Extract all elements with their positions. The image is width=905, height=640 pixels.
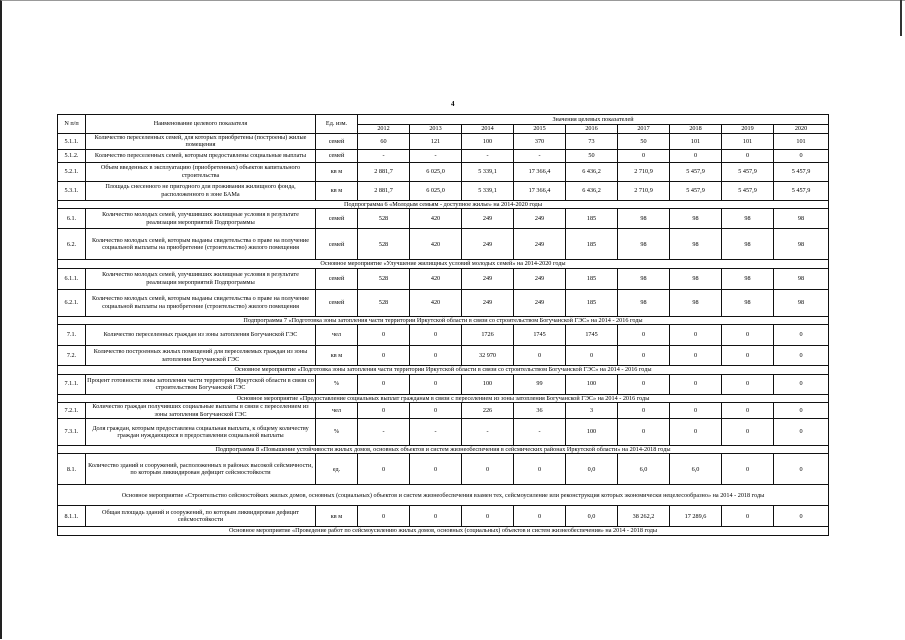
value-cell: 420: [410, 229, 462, 260]
value-cell: 249: [514, 289, 566, 316]
table-row: [58, 268, 829, 289]
indicator-name: Процент готовности зоны затопления части территории Иркутской области в связи со строительством Богучанской ГЭС: [86, 374, 316, 394]
value-cell: -: [358, 418, 410, 445]
value-cell: 0: [722, 454, 774, 485]
value-cell: 249: [514, 268, 566, 289]
value-cell: 0: [722, 149, 774, 162]
row-num: 6.2.: [58, 229, 86, 260]
value-cell: -: [514, 149, 566, 162]
value-cell: 0: [774, 325, 829, 346]
unit-cell: кв м: [316, 181, 358, 200]
value-cell: 32 970: [462, 346, 514, 366]
value-cell: 1745: [514, 325, 566, 346]
indicator-name: Количество молодых семей, которым выданы свидетельства о праве на получение социальной выплаты на приобретение (строительство) жилого помещения: [86, 229, 316, 260]
unit-cell: семей: [316, 268, 358, 289]
header-year: 2012: [358, 125, 410, 134]
indicator-name: Объем введенных в эксплуатацию (приобретенных) объектов капитального строительства: [86, 162, 316, 181]
value-cell: 5 339,1: [462, 162, 514, 181]
table-row: [58, 181, 829, 200]
row-num: 6.1.1.: [58, 268, 86, 289]
value-cell: 6,0: [670, 454, 722, 485]
indicator-name: Площадь снесенного не пригодного для проживания жилищного фонда, расположенного в зоне БАМа: [86, 181, 316, 200]
value-cell: 0: [774, 346, 829, 366]
table-row: [58, 454, 829, 485]
value-cell: 73: [566, 134, 618, 150]
table-row: [58, 346, 829, 366]
value-cell: 249: [514, 209, 566, 229]
unit-cell: кв м: [316, 506, 358, 527]
value-cell: 0: [462, 454, 514, 485]
unit-cell: семей: [316, 229, 358, 260]
value-cell: 3: [566, 403, 618, 419]
header-values-group: Значения целевых показателей: [358, 115, 829, 125]
value-cell: 249: [462, 209, 514, 229]
value-cell: 528: [358, 289, 410, 316]
value-cell: 98: [618, 268, 670, 289]
header-year: 2016: [566, 125, 618, 134]
section-row: [58, 316, 829, 324]
value-cell: 0: [670, 325, 722, 346]
header-year: 2014: [462, 125, 514, 134]
value-cell: 50: [618, 134, 670, 150]
value-cell: 98: [722, 229, 774, 260]
value-cell: 50: [566, 149, 618, 162]
table-row: [58, 418, 829, 445]
value-cell: 98: [670, 289, 722, 316]
indicator-name: Количество граждан получивших социальные выплаты в связи с переселением из зоны затопления Богучанской ГЭС: [86, 403, 316, 419]
header-num: N п/п: [58, 115, 86, 134]
value-cell: 0: [774, 454, 829, 485]
table-header: [58, 115, 829, 134]
value-cell: 0: [670, 418, 722, 445]
value-cell: 2 881,7: [358, 162, 410, 181]
value-cell: 0: [618, 403, 670, 419]
value-cell: 100: [462, 134, 514, 150]
value-cell: 0: [670, 403, 722, 419]
table-row: [58, 506, 829, 527]
value-cell: 0: [774, 374, 829, 394]
header-year: 2013: [410, 125, 462, 134]
header-year: 2019: [722, 125, 774, 134]
header-year: 2018: [670, 125, 722, 134]
row-num: 7.2.: [58, 346, 86, 366]
value-cell: 98: [618, 229, 670, 260]
value-cell: 0: [410, 374, 462, 394]
indicators-table: [57, 114, 829, 536]
indicator-name: Количество молодых семей, которым выданы свидетельства о праве на получение социальной выплаты на приобретение (строительство) жилого помещения: [86, 289, 316, 316]
value-cell: 0: [774, 506, 829, 527]
value-cell: 5 339,1: [462, 181, 514, 200]
value-cell: 2 710,9: [618, 181, 670, 200]
row-num: 8.1.1.: [58, 506, 86, 527]
value-cell: 2 881,7: [358, 181, 410, 200]
table-row: [58, 229, 829, 260]
section-row: [58, 200, 829, 208]
value-cell: 0: [722, 403, 774, 419]
header-year: 2017: [618, 125, 670, 134]
value-cell: 0: [722, 346, 774, 366]
indicator-name: Количество молодых семей, улучшивших жилищные условия в результате реализации мероприятий Подпрограммы: [86, 209, 316, 229]
unit-cell: кв м: [316, 162, 358, 181]
unit-cell: %: [316, 374, 358, 394]
indicator-name: Количество переселенных граждан из зоны затопления Богучанской ГЭС: [86, 325, 316, 346]
value-cell: 0,0: [566, 506, 618, 527]
value-cell: 38 262,2: [618, 506, 670, 527]
row-num: 6.1.: [58, 209, 86, 229]
indicator-name: Количество переселенных семей, которым предоставлены социальные выплаты: [86, 149, 316, 162]
value-cell: 0: [514, 506, 566, 527]
indicator-name: Общая площадь зданий и сооружений, по которым ликвидирован дефицит сейсмостойкости: [86, 506, 316, 527]
section-title: Основное мероприятие «Проведение работ по сейсмоусилению жилых домов, основных (социальных) объектов и систем жизнеобеспечения» на 2014 - 2018 годы: [58, 527, 829, 535]
unit-cell: семей: [316, 149, 358, 162]
value-cell: 98: [774, 289, 829, 316]
value-cell: 0: [514, 346, 566, 366]
header-year: 2015: [514, 125, 566, 134]
value-cell: 0: [722, 325, 774, 346]
table-row: [58, 149, 829, 162]
row-num: 5.1.1.: [58, 134, 86, 150]
table-body: [58, 134, 829, 536]
value-cell: 0: [410, 403, 462, 419]
unit-cell: семей: [316, 289, 358, 316]
section-title: Подпрограмма 6 «Молодым семьям - доступное жилье» на 2014-2020 годы: [58, 200, 829, 208]
value-cell: 36: [514, 403, 566, 419]
value-cell: 0: [774, 403, 829, 419]
value-cell: 0: [722, 374, 774, 394]
value-cell: 0: [618, 346, 670, 366]
value-cell: 5 457,9: [774, 162, 829, 181]
value-cell: 98: [670, 209, 722, 229]
value-cell: 5 457,9: [670, 181, 722, 200]
value-cell: 0: [618, 325, 670, 346]
value-cell: 98: [722, 268, 774, 289]
value-cell: 185: [566, 229, 618, 260]
row-num: 7.1.1.: [58, 374, 86, 394]
value-cell: 528: [358, 268, 410, 289]
unit-cell: семей: [316, 209, 358, 229]
indicator-name: Количество построенных жилых помещений для переселяемых граждан из зоны затопления Богучанской ГЭС: [86, 346, 316, 366]
value-cell: 98: [670, 229, 722, 260]
value-cell: 226: [462, 403, 514, 419]
value-cell: 6,0: [618, 454, 670, 485]
value-cell: 185: [566, 209, 618, 229]
value-cell: 0: [358, 506, 410, 527]
value-cell: 0: [358, 403, 410, 419]
section-row: [58, 527, 829, 535]
value-cell: -: [410, 418, 462, 445]
value-cell: 249: [514, 229, 566, 260]
table-row: [58, 374, 829, 394]
unit-cell: чел: [316, 403, 358, 419]
value-cell: 5 457,9: [774, 181, 829, 200]
value-cell: 0: [410, 454, 462, 485]
value-cell: 0: [670, 149, 722, 162]
value-cell: 420: [410, 209, 462, 229]
table-row: [58, 289, 829, 316]
row-num: 5.3.1.: [58, 181, 86, 200]
value-cell: 0: [566, 346, 618, 366]
value-cell: 98: [670, 268, 722, 289]
value-cell: 528: [358, 209, 410, 229]
value-cell: 98: [722, 289, 774, 316]
value-cell: -: [410, 149, 462, 162]
value-cell: 249: [462, 289, 514, 316]
value-cell: 0: [358, 374, 410, 394]
value-cell: 0: [514, 454, 566, 485]
section-row: [58, 394, 829, 402]
value-cell: 420: [410, 268, 462, 289]
indicator-name: Количество зданий и сооружений, расположенных в районах высокой сейсмичности, по которым ликвидирован дефицит сейсмостойкости: [86, 454, 316, 485]
value-cell: 0: [358, 346, 410, 366]
value-cell: 0: [722, 418, 774, 445]
value-cell: 121: [410, 134, 462, 150]
section-row: [58, 485, 829, 506]
section-row: [58, 366, 829, 374]
value-cell: 99: [514, 374, 566, 394]
value-cell: 0: [358, 325, 410, 346]
section-row: [58, 260, 829, 268]
indicator-name: Доля граждан, которым предоставлена социальная выплата, к общему количеству граждан нуждающихся в предоставлении социальной выплаты: [86, 418, 316, 445]
value-cell: 5 457,9: [722, 181, 774, 200]
corner-mark: [890, 0, 902, 36]
section-title: Подпрограмма 7 «Подготовка зоны затопления части территории Иркутской области в связи со строительством Богучанской ГЭС» на 2014 - 2016 годы: [58, 316, 829, 324]
unit-cell: кв м: [316, 346, 358, 366]
table-row: [58, 403, 829, 419]
unit-cell: семей: [316, 134, 358, 150]
value-cell: 98: [618, 289, 670, 316]
row-num: 5.1.2.: [58, 149, 86, 162]
value-cell: 0: [722, 506, 774, 527]
value-cell: 0: [410, 325, 462, 346]
value-cell: -: [358, 149, 410, 162]
value-cell: 0: [774, 149, 829, 162]
value-cell: 0: [410, 346, 462, 366]
indicator-name: Количество молодых семей, улучшивших жилищные условия в результате реализации мероприятий Подпрограммы: [86, 268, 316, 289]
value-cell: 0: [410, 506, 462, 527]
value-cell: 6 436,2: [566, 162, 618, 181]
value-cell: 0: [462, 506, 514, 527]
value-cell: -: [514, 418, 566, 445]
value-cell: 528: [358, 229, 410, 260]
value-cell: 17 289,6: [670, 506, 722, 527]
row-num: 7.1.: [58, 325, 86, 346]
value-cell: -: [462, 418, 514, 445]
value-cell: 17 366,4: [514, 162, 566, 181]
value-cell: 1726: [462, 325, 514, 346]
header-year: 2020: [774, 125, 829, 134]
section-row: [58, 445, 829, 453]
unit-cell: чел: [316, 325, 358, 346]
header-unit: Ед. изм.: [316, 115, 358, 134]
table-row: [58, 209, 829, 229]
value-cell: 0: [670, 374, 722, 394]
section-title: Основное мероприятие «Предоставление социальных выплат гражданам в связи с переселением из зоны затопления Богучанской ГЭС» на 2014 - 2016 годы: [58, 394, 829, 402]
value-cell: 100: [566, 418, 618, 445]
value-cell: 100: [566, 374, 618, 394]
table-row: [58, 325, 829, 346]
value-cell: 185: [566, 289, 618, 316]
value-cell: 0: [358, 454, 410, 485]
value-cell: 98: [618, 209, 670, 229]
header-name: Наименование целевого показателя: [86, 115, 316, 134]
section-title: Основное мероприятие «Строительство сейсмостойких жилых домов, основных (социальных) объектов и систем жизнеобеспечения взамен тех, сейсмоусиление или реконструкция которых экономически нецелесообразно» на 2014 - 2018 годы: [58, 485, 829, 506]
value-cell: 60: [358, 134, 410, 150]
value-cell: 6 025,0: [410, 181, 462, 200]
table-row: [58, 134, 829, 150]
table-row: [58, 162, 829, 181]
value-cell: 98: [774, 209, 829, 229]
value-cell: 100: [462, 374, 514, 394]
value-cell: 2 710,9: [618, 162, 670, 181]
value-cell: 0: [618, 374, 670, 394]
section-title: Подпрограмма 8 «Повышение устойчивости жилых домов, основных объектов и систем жизнеобеспечения в сейсмических районах Иркутской области» на 2014-2018 годы: [58, 445, 829, 453]
section-title: Основное мероприятие «Улучшение жилищных условий молодых семей» на 2014-2020 годы: [58, 260, 829, 268]
row-num: 7.3.1.: [58, 418, 86, 445]
value-cell: 0: [618, 149, 670, 162]
value-cell: 101: [722, 134, 774, 150]
indicator-name: Количество переселенных семей, для которых приобретены (построены) жилые помещения: [86, 134, 316, 150]
value-cell: 0: [774, 418, 829, 445]
value-cell: 0,0: [566, 454, 618, 485]
value-cell: 370: [514, 134, 566, 150]
value-cell: 98: [722, 209, 774, 229]
value-cell: 98: [774, 268, 829, 289]
unit-cell: %: [316, 418, 358, 445]
value-cell: 5 457,9: [722, 162, 774, 181]
value-cell: -: [462, 149, 514, 162]
value-cell: 17 366,4: [514, 181, 566, 200]
value-cell: 249: [462, 229, 514, 260]
value-cell: 6 436,2: [566, 181, 618, 200]
page-number: 4: [451, 100, 455, 108]
value-cell: 5 457,9: [670, 162, 722, 181]
row-num: 7.2.1.: [58, 403, 86, 419]
value-cell: 101: [670, 134, 722, 150]
value-cell: 6 025,0: [410, 162, 462, 181]
value-cell: 98: [774, 229, 829, 260]
value-cell: 249: [462, 268, 514, 289]
value-cell: 420: [410, 289, 462, 316]
section-title: Основное мероприятие «Подготовка зоны затопления части территории Иркутской области в связи со строительством Богучанской ГЭС» на 2014 - 2016 годы: [58, 366, 829, 374]
row-num: 8.1.: [58, 454, 86, 485]
value-cell: 185: [566, 268, 618, 289]
row-num: 6.2.1.: [58, 289, 86, 316]
value-cell: 0: [618, 418, 670, 445]
value-cell: 1745: [566, 325, 618, 346]
row-num: 5.2.1.: [58, 162, 86, 181]
value-cell: 101: [774, 134, 829, 150]
unit-cell: ед.: [316, 454, 358, 485]
value-cell: 0: [670, 346, 722, 366]
